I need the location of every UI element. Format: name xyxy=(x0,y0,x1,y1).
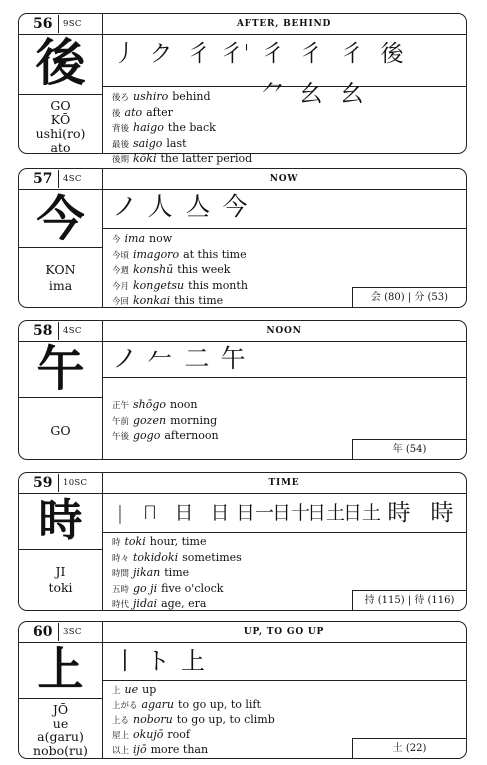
vocab-romaji: konshū xyxy=(133,263,174,277)
vocab-meaning: roof xyxy=(167,728,190,741)
reading: ima xyxy=(48,278,73,293)
stroke-order-row xyxy=(102,493,466,533)
stroke-step: 時 xyxy=(387,500,411,526)
vocab-meaning: at this time xyxy=(183,247,247,261)
vocab-item xyxy=(112,152,252,168)
entry-title: UP, TO GO UP xyxy=(102,622,466,643)
vocab-item xyxy=(112,582,242,598)
reading: a(garu) xyxy=(37,729,84,744)
number-row xyxy=(19,169,102,190)
vocab-list xyxy=(112,90,252,168)
readings-box xyxy=(19,549,102,627)
vocab-romaji: noboru xyxy=(133,713,173,726)
vocab-item xyxy=(112,597,242,613)
stroke-step: 時 xyxy=(430,500,454,526)
main-kanji: 今 xyxy=(36,191,85,247)
reading: ue xyxy=(52,715,69,731)
vocab-romaji: ijō xyxy=(133,743,147,756)
stroke-step: 彳' xyxy=(220,41,250,67)
vocab-meaning: this week xyxy=(177,263,231,277)
vocab-romaji: go ji xyxy=(133,581,158,595)
vocab-romaji: shōgo xyxy=(133,398,167,411)
vocab-item xyxy=(112,743,275,758)
number-row xyxy=(19,473,102,494)
vocab-romaji: okujō xyxy=(133,728,164,741)
vocab-kanji: 屋上 xyxy=(112,731,130,741)
vocab-item xyxy=(112,398,219,414)
vocab-kanji: 上 xyxy=(112,686,121,696)
vocab-item xyxy=(112,121,252,137)
vocab-meaning: after xyxy=(146,105,173,119)
entry-number: 58 xyxy=(23,322,59,340)
entry-number: 59 xyxy=(23,474,59,492)
vocab-romaji: jikan xyxy=(133,566,161,580)
vocab-kanji: 時々 xyxy=(112,553,130,564)
reading: nobo(ru) xyxy=(33,742,88,758)
stroke-step: 丨 xyxy=(113,647,137,675)
card-left-column xyxy=(19,169,103,307)
vocab-list xyxy=(112,535,242,613)
vocab-item xyxy=(112,279,248,295)
vocab-romaji: toki xyxy=(124,535,146,548)
vocab-kanji: 後 xyxy=(112,108,121,119)
entry-title: AFTER, BEHIND xyxy=(102,14,466,35)
stroke-step: 丿 xyxy=(113,41,137,67)
stroke-step: | xyxy=(116,502,124,524)
vocab-item xyxy=(112,535,242,551)
related-kanji-ref: 年 (54) xyxy=(352,439,466,459)
stroke-step: 二 xyxy=(184,344,210,373)
stroke-step: 日一 xyxy=(236,502,275,524)
vocab-romaji: kongetsu xyxy=(133,278,185,292)
vocab-meaning: to go up, to climb xyxy=(176,713,275,726)
entry-number: 57 xyxy=(23,170,59,188)
entry-title: NOON xyxy=(102,321,466,342)
vocab-item xyxy=(112,263,248,279)
main-kanji: 時 xyxy=(38,495,83,546)
vocab-item xyxy=(112,566,242,582)
related-kanji-ref: 土 (22) xyxy=(352,738,466,758)
vocab-item xyxy=(112,106,252,122)
vocab-romaji: agaru xyxy=(141,698,175,711)
card-left-column xyxy=(19,473,103,610)
stroke-step: ノ xyxy=(112,192,138,221)
vocab-kanji: 最後 xyxy=(112,139,130,150)
number-row xyxy=(19,321,102,342)
stroke-step: 今 xyxy=(222,192,248,221)
vocab-romaji: saigo xyxy=(133,136,163,150)
stroke-step: 彳 xyxy=(187,41,211,67)
stroke-step: 亼 xyxy=(185,192,211,221)
vocab-romaji: haigo xyxy=(133,121,164,135)
vocab-item xyxy=(112,248,248,264)
vocab-meaning: afternoon xyxy=(164,429,219,443)
reading: ushi(ro) xyxy=(35,126,86,141)
vocab-romaji: konkai xyxy=(133,294,171,308)
vocab-romaji: ato xyxy=(124,105,143,119)
reading: JI xyxy=(55,564,66,579)
stroke-order-row xyxy=(102,189,466,229)
main-kanji: 後 xyxy=(35,34,86,92)
vocab-kanji: 後ろ xyxy=(112,93,130,103)
kanji-card-59 xyxy=(18,472,467,611)
card-left-column xyxy=(19,14,103,153)
vocab-meaning: the back xyxy=(167,121,216,135)
stroke-step: 日十 xyxy=(272,502,311,524)
readings-box xyxy=(19,94,102,159)
reading: ato xyxy=(50,140,71,155)
stroke-step: 日土 xyxy=(306,502,345,524)
vocab-item xyxy=(112,728,275,743)
related-kanji-ref: 持 (115) | 待 (116) xyxy=(352,590,466,610)
vocab-romaji: gogo xyxy=(133,429,161,443)
stroke-step: 上 xyxy=(181,647,205,675)
vocab-romaji: ushiro xyxy=(133,90,169,103)
vocab-meaning: up xyxy=(142,683,157,696)
vocab-kanji: 時 xyxy=(112,538,121,548)
stroke-step: 彳⺈ xyxy=(261,41,285,107)
vocab-kanji: 以上 xyxy=(112,746,130,756)
vocab-romaji: gozen xyxy=(133,413,167,427)
vocab-romaji: ima xyxy=(124,232,146,245)
vocab-list xyxy=(112,398,219,445)
vocab-meaning: five o'clock xyxy=(161,581,224,595)
vocab-kanji: 今月 xyxy=(112,281,130,292)
kanji-card-56 xyxy=(18,13,467,166)
main-kanji: 上 xyxy=(37,642,84,696)
vocab-item xyxy=(112,713,275,728)
readings-box xyxy=(19,247,102,324)
reading: GO xyxy=(50,98,71,113)
reading: JŌ xyxy=(52,702,69,717)
vocab-kanji: 正午 xyxy=(112,401,130,411)
vocab-meaning: behind xyxy=(172,90,211,103)
stroke-count: 3SC xyxy=(63,627,82,637)
entry-number: 56 xyxy=(23,15,59,33)
reading: KŌ xyxy=(50,112,71,127)
vocab-kanji: 上がる xyxy=(112,701,138,711)
vocab-kanji: 時代 xyxy=(112,600,130,611)
vocab-item xyxy=(112,683,275,698)
vocab-meaning: sometimes xyxy=(182,550,242,564)
vocab-romaji: tokidoki xyxy=(133,550,179,564)
vocab-kanji: 今週 xyxy=(112,266,130,277)
stroke-count: 4SC xyxy=(63,174,82,184)
vocab-kanji: 今頃 xyxy=(112,250,130,261)
stroke-step: 彳幺 xyxy=(299,41,323,107)
reading: KON xyxy=(45,262,76,277)
vocab-list xyxy=(112,232,248,310)
vocab-meaning: last xyxy=(166,136,187,150)
stroke-step: 日 xyxy=(210,502,230,524)
vocab-meaning: the latter period xyxy=(160,152,253,166)
stroke-step: 日 xyxy=(174,502,194,524)
kanji-card-57 xyxy=(18,168,467,308)
main-kanji: 午 xyxy=(36,341,85,397)
vocab-kanji: 今回 xyxy=(112,297,130,308)
card-left-column xyxy=(19,321,103,459)
stroke-order-row xyxy=(102,642,466,681)
stroke-step: ク xyxy=(149,41,173,67)
vocab-kanji: 上る xyxy=(112,716,130,726)
vocab-kanji: 今 xyxy=(112,235,121,245)
number-row xyxy=(19,14,102,35)
vocab-kanji: 午後 xyxy=(112,432,130,443)
stroke-step: ト xyxy=(146,647,170,675)
stroke-count: 4SC xyxy=(63,326,82,336)
entry-title: TIME xyxy=(102,473,466,494)
vocab-kanji: 午前 xyxy=(112,416,130,427)
kanji-card-60 xyxy=(18,621,467,759)
vocab-kanji: 時間 xyxy=(112,569,130,580)
vocab-meaning: to go up, to lift xyxy=(178,698,261,711)
vocab-kanji: 後期 xyxy=(112,155,130,166)
vocab-meaning: time xyxy=(164,566,190,580)
stroke-step: ノ xyxy=(112,344,138,373)
vocab-meaning: noon xyxy=(170,398,198,411)
vocab-romaji: jidai xyxy=(133,597,158,611)
readings-box xyxy=(19,698,102,765)
reading: toki xyxy=(48,580,73,595)
number-row xyxy=(19,622,102,643)
stroke-step: 人 xyxy=(147,192,173,221)
vocab-item xyxy=(112,698,275,713)
kanji-card-58 xyxy=(18,320,467,460)
entry-title: NOW xyxy=(102,169,466,190)
vocab-meaning: age, era xyxy=(161,597,207,611)
vocab-item xyxy=(112,137,252,153)
vocab-item xyxy=(112,429,219,445)
vocab-meaning: more than xyxy=(150,743,209,756)
vocab-romaji: ue xyxy=(124,683,139,696)
stroke-step: 彳幺 xyxy=(340,41,364,107)
stroke-step: П xyxy=(142,502,158,524)
vocab-list xyxy=(112,683,275,758)
stroke-step: 後 xyxy=(380,41,404,67)
vocab-meaning: morning xyxy=(170,413,218,427)
vocab-item xyxy=(112,414,219,430)
vocab-meaning: now xyxy=(149,232,173,245)
vocab-romaji: imagoro xyxy=(133,247,180,261)
vocab-item xyxy=(112,232,248,248)
vocab-kanji: 五時 xyxy=(112,584,130,595)
card-left-column xyxy=(19,622,103,758)
related-kanji-ref: 会 (80) | 分 (53) xyxy=(352,287,466,307)
reading: GO xyxy=(50,423,71,438)
vocab-item xyxy=(112,90,252,106)
vocab-kanji: 背後 xyxy=(112,124,130,135)
stroke-step: 𠂉 xyxy=(147,344,173,373)
vocab-meaning: hour, time xyxy=(149,535,207,548)
entry-number: 60 xyxy=(23,623,59,641)
vocab-meaning: this month xyxy=(188,278,248,292)
stroke-order-row xyxy=(102,341,466,378)
vocab-meaning: this time xyxy=(174,294,224,308)
vocab-item xyxy=(112,551,242,567)
stroke-step: 日土 xyxy=(342,502,381,524)
stroke-count: 9SC xyxy=(63,19,82,29)
vocab-item xyxy=(112,294,248,310)
stroke-step: 午 xyxy=(220,344,246,373)
stroke-count: 10SC xyxy=(63,478,88,488)
vocab-romaji: kōki xyxy=(133,152,157,166)
